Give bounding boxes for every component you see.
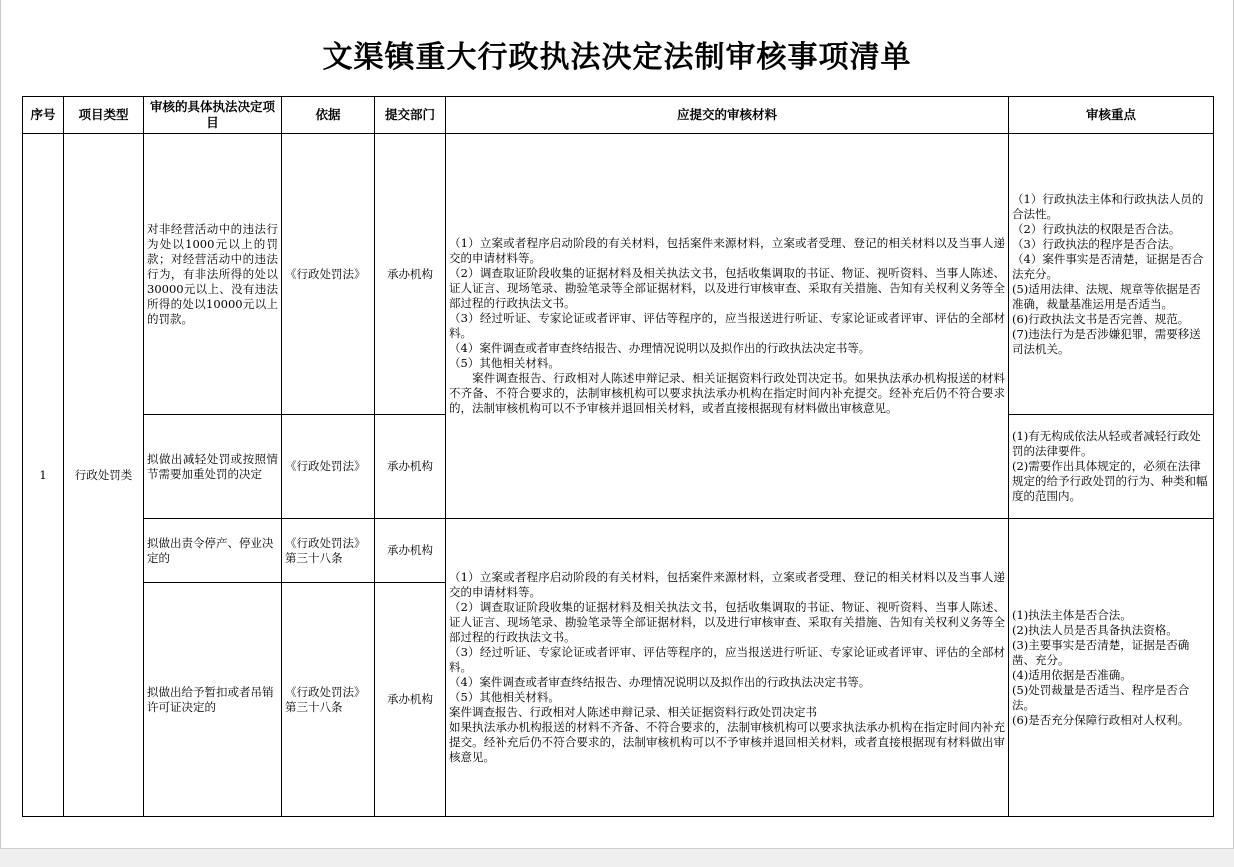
basis-cell: 《行政处罚法》 bbox=[282, 134, 375, 415]
item-cell: 拟做出责令停产、停业决定的 bbox=[144, 519, 282, 583]
header-type: 项目类型 bbox=[64, 97, 144, 134]
materials-cell: （1）立案或者程序启动阶段的有关材料，包括案件来源材料，立案或者受理、登记的相关材料以及当事人递交的申请材料等。 （2）调查取证阶段收集的证据材料及相关执法文书，包括收集调取的书证、物证、视听资料、当事人陈述、证人证言、现场笔录、勘验笔录等全部证据材料，以及进行审核审查、采取有关措施、告知有关权利义务等全部过程的行政执法文书。 （3）经过听证、专家论证或者评审、评估等程序的，应当报送进行听证、专家论证或者评审、评估的全部材料。 （4）案件调查或者审查终结报告、办理情况说明以及拟作出的行政执法决定书等。 （5）其他相关材料。 案件调查报告、行政相对人陈述申辩记录、相关证据资料行政处罚决定书 如果执法承办机构报送的材料不齐备、不符合要求的，法制审核机构可以要求执法承办机构在指定时间内补充提交。经补充后仍不符合要求的，法制审核机构可以不予审核并退回相关材料，或者直接根据现有材料做出审核意见。 bbox=[446, 519, 1009, 817]
table-header-row bbox=[23, 97, 1214, 134]
focus-cell: (1)有无构成依法从轻或者减轻行政处罚的法律要件。 (2)需要作出具体规定的，必须在法律规定的给予行政处罚的行为、种类和幅度的范围内。 bbox=[1009, 415, 1214, 519]
item-cell: 拟做出减轻处罚或按照情节需要加重处罚的决定 bbox=[144, 415, 282, 519]
dept-cell: 承办机构 bbox=[375, 134, 446, 415]
row-number: 1 bbox=[23, 134, 64, 817]
basis-cell: 《行政处罚法》第三十八条 bbox=[282, 519, 375, 583]
header-dept: 提交部门 bbox=[375, 97, 446, 134]
header-focus: 审核重点 bbox=[1009, 97, 1214, 134]
focus-cell: (1)执法主体是否合法。 (2)执法人员是否具备执法资格。 (3)主要事实是否清楚，证据是否确凿、充分。 (4)适用依据是否准确。 (5)处罚裁量是否适当、程序是否合法。 (6)是否充分保障行政相对人权利。 bbox=[1009, 519, 1214, 817]
basis-cell: 《行政处罚法》 bbox=[282, 415, 375, 519]
row-type: 行政处罚类 bbox=[64, 134, 144, 817]
table-row bbox=[23, 519, 1214, 583]
header-basis: 依据 bbox=[282, 97, 375, 134]
table-row bbox=[23, 134, 1214, 415]
dept-cell: 承办机构 bbox=[375, 583, 446, 817]
header-item: 审核的具体执法决定项目 bbox=[144, 97, 282, 134]
basis-cell: 《行政处罚法》第三十八条 bbox=[282, 583, 375, 817]
materials-cell: （1）立案或者程序启动阶段的有关材料，包括案件来源材料，立案或者受理、登记的相关材料以及当事人递交的申请材料等。 （2）调查取证阶段收集的证据材料及相关执法文书，包括收集调取的书证、物证、视听资料、当事人陈述、证人证言、现场笔录、勘验笔录等全部证据材料，以及进行审核审查、采取有关措施、告知有关权利义务等全部过程的行政执法文书。 （3）经过听证、专家论证或者评审、评估等程序的，应当报送进行听证、专家论证或者评审、评估的全部材料。 （4）案件调查或者审查终结报告、办理情况说明以及拟作出的行政执法决定书等。 （5）其他相关材料。 案件调查报告、行政相对人陈述申辩记录、相关证据资料行政处罚决定书。如果执法承办机构报送的材料不齐备、不符合要求的，法制审核机构可以要求执法承办机构在指定时间内补充提交。经补充后仍不符合要求的，法制审核机构可以不予审核并退回相关材料，或者直接根据现有材料做出审核意见。 bbox=[446, 134, 1009, 519]
window-bottom-bar bbox=[0, 848, 1234, 867]
item-cell: 对非经营活动中的违法行为处以1000元以上的罚款；对经营活动中的违法行为，有非法所得的处以30000元以上、没有违法所得的处以10000元以上的罚款。 bbox=[144, 134, 282, 415]
dept-cell: 承办机构 bbox=[375, 415, 446, 519]
review-items-table bbox=[22, 96, 1214, 817]
document-title: 文渠镇重大行政执法决定法制审核事项清单 bbox=[322, 40, 912, 75]
header-materials: 应提交的审核材料 bbox=[446, 97, 1009, 134]
focus-cell: （1）行政执法主体和行政执法人员的合法性。 （2）行政执法的权限是否合法。 （3）行政执法的程序是否合法。 （4）案件事实是否清楚，证据是否合法充分。 (5)适用法律、法规、规章等依据是否准确，裁量基准运用是否适当。 (6)行政执法文书是否完善、规范。 (7)违法行为是否涉嫌犯罪，需要移送司法机关。 bbox=[1009, 134, 1214, 415]
dept-cell: 承办机构 bbox=[375, 519, 446, 583]
item-cell: 拟做出给予暂扣或者吊销许可证决定的 bbox=[144, 583, 282, 817]
header-no: 序号 bbox=[23, 97, 64, 134]
